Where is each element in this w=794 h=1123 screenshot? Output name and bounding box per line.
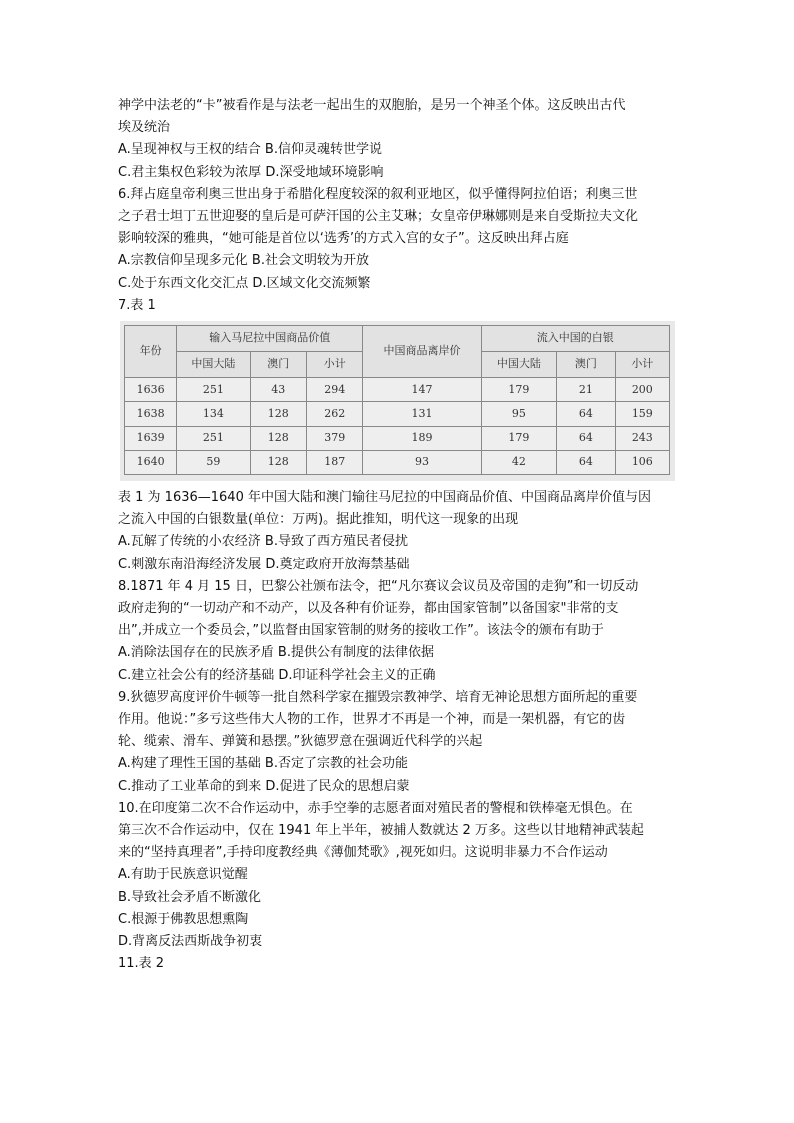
subheader: 澳门 [250, 352, 306, 378]
cell: 294 [307, 378, 363, 402]
cell: 93 [363, 450, 481, 474]
cell: 159 [615, 402, 669, 426]
cell: 95 [481, 402, 557, 426]
table-1 [124, 325, 670, 475]
header-manila-import: 输入马尼拉中国商品价值 [177, 326, 363, 352]
option-line: C.推动了工业革命的到来 D.促进了民众的思想启蒙 [118, 778, 410, 794]
header-fob: 中国商品离岸价 [363, 326, 481, 378]
subheader: 中国大陆 [481, 352, 557, 378]
question-9: 9.狄德罗高度评价牛顿等一批自然科学家在摧毁宗教神学、培育无神论思想方面所起的重要 [118, 689, 638, 705]
option-d: D.背离反法西斯战争初衷 [118, 934, 263, 950]
option-b: B.导致社会矛盾不断激化 [118, 889, 262, 905]
table-caption: 表 1 为 1636—1640 年中国大陆和澳门输往马尼拉的中国商品价值、中国商品离岸价值与因 [118, 490, 651, 506]
table-row [125, 402, 670, 426]
table-row [125, 426, 670, 450]
cell: 187 [307, 450, 363, 474]
cell: 64 [557, 450, 616, 474]
cell: 262 [307, 402, 363, 426]
cell: 251 [177, 378, 250, 402]
cell: 179 [481, 426, 557, 450]
document-body [118, 95, 678, 976]
text-line: 第三次不合作运动中，仅在 1941 年上半年，被捕人数就达 2 万多。这些以甘地精神武装起 [118, 823, 644, 839]
text-line: 埃及统治 [118, 120, 171, 136]
option-line: A.呈现神权与王权的结合 B.信仰灵魂转世学说 [118, 142, 382, 158]
cell: 128 [250, 426, 306, 450]
option-line: C.处于东西文化交汇点 D.区域文化交流频繁 [118, 275, 371, 291]
table-row [125, 378, 670, 402]
cell: 1636 [125, 378, 177, 402]
cell: 179 [481, 378, 557, 402]
option-line: A.瓦解了传统的小农经济 B.导致了西方殖民者侵扰 [118, 534, 408, 550]
question-6: 6.拜占庭皇帝利奥三世出身于希腊化程度较深的叙利亚地区，似乎懂得阿拉伯语；利奥三世 [118, 186, 638, 202]
option-line: C.君主集权色彩较为浓厚 D.深受地域环境影响 [118, 164, 384, 180]
text-line: 政府走狗的“一切动产和不动产，以及各种有价证券，都由国家管制”以备国家"非常的支 [118, 601, 619, 617]
question-8: 8.1871 年 4 月 15 日，巴黎公社颁布法令，把“凡尔赛议会议员及帝国的走狗”和一切反动 [118, 578, 639, 594]
option-line: A.宗教信仰呈现多元化 B.社会文明较为开放 [118, 253, 369, 269]
option-line: C.刺激东南沿海经济发展 D.奠定政府开放海禁基础 [118, 556, 410, 572]
cell: 147 [363, 378, 481, 402]
cell: 64 [557, 426, 616, 450]
cell: 106 [615, 450, 669, 474]
subheader: 小计 [615, 352, 669, 378]
cell: 243 [615, 426, 669, 450]
option-c: C.根源于佛教思想熏陶 [118, 911, 249, 927]
option-line: A.构建了理性王国的基础 B.否定了宗教的社会功能 [118, 756, 408, 772]
table-row [125, 450, 670, 474]
cell: 1639 [125, 426, 177, 450]
cell: 21 [557, 378, 616, 402]
cell: 1638 [125, 402, 177, 426]
cell: 379 [307, 426, 363, 450]
header-silver: 流入中国的白银 [481, 326, 669, 352]
question-10: 10.在印度第二次不合作运动中，赤手空拳的志愿者面对殖民者的警棍和铁棒毫无惧色。在 [118, 800, 633, 816]
cell: 64 [557, 402, 616, 426]
subheader: 中国大陆 [177, 352, 250, 378]
cell: 128 [250, 450, 306, 474]
text-line: 之子君士坦丁五世迎娶的皇后是可萨汗国的公主艾琳；女皇帝伊琳娜则是来自受斯拉夫文化 [118, 209, 639, 225]
cell: 189 [363, 426, 481, 450]
option-line: C.建立社会公有的经济基础 D.印证科学社会主义的正确 [118, 667, 436, 683]
text-line: 影响较深的雅典，“她可能是首位以‘选秀’的方式入宫的女子”。这反映出拜占庭 [118, 231, 569, 247]
subheader: 小计 [307, 352, 363, 378]
text-line: 来的“坚持真理者”,手持印度教经典《薄伽梵歌》,视死如归。这说明非暴力不合作运动 [118, 845, 608, 861]
cell: 134 [177, 402, 250, 426]
text-line: 之流入中国的白银数量(单位：万两)。据此推知，明代这一现象的出现 [118, 512, 519, 528]
table-photo [120, 321, 675, 481]
cell: 251 [177, 426, 250, 450]
cell: 200 [615, 378, 669, 402]
cell: 43 [250, 378, 306, 402]
cell: 42 [481, 450, 557, 474]
option-a: A.有助于民族意识觉醒 [118, 867, 248, 883]
cell: 59 [177, 450, 250, 474]
cell: 128 [250, 402, 306, 426]
text-line: 作用。他说：”多亏这些伟大人物的工作，世界才不再是一个神，而是一架机器，有它的齿 [118, 712, 626, 728]
question-7: 7.表 1 [118, 297, 156, 313]
text-line: 轮、缆索、滑车、弹簧和悬摆。”狄德罗意在强调近代科学的兴起 [118, 734, 483, 750]
cell: 1640 [125, 450, 177, 474]
text-line: 出”,并成立一个委员会，”以监督由国家管制的财务的接收工作”。该法令的颁布有助于 [118, 623, 604, 639]
header-year: 年份 [125, 326, 177, 378]
text-line: 神学中法老的“卡”被看作是与法老一起出生的双胞胎，是另一个神圣个体。这反映出古代 [118, 98, 626, 113]
cell: 131 [363, 402, 481, 426]
subheader: 澳门 [557, 352, 616, 378]
question-11: 11.表 2 [118, 956, 165, 972]
option-line: A.消除法国存在的民族矛盾 B.提供公有制度的法律依据 [118, 645, 434, 661]
